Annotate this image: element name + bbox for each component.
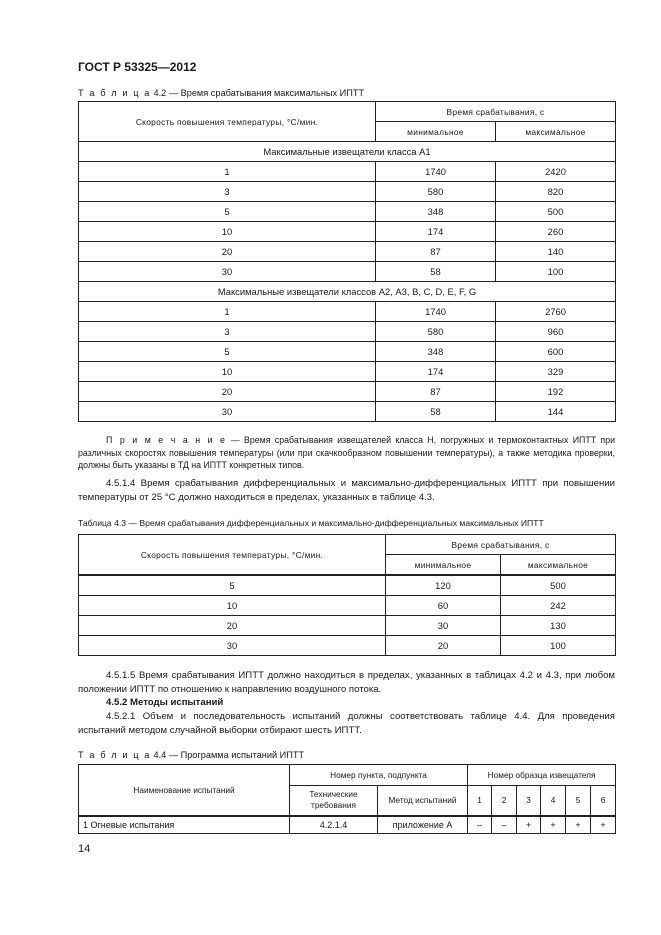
sample-number: 6: [591, 786, 616, 816]
col-method-header: Метод испытаний: [378, 786, 468, 816]
paragraph-4-5-2-1: 4.5.2.1 Объем и последовательность испытаний должны соответствовать таблице 4.4. Для проведения испытаний методом случайной выборки отбирают шесть ИПТТ.: [78, 711, 615, 736]
table-row: 3 580 960: [79, 322, 616, 342]
table-row: 1 1740 2760: [79, 302, 616, 322]
paragraph-4-5-1-4: 4.5.1.4 Время срабатывания дифференциальных и максимально-дифференциальных ИПТТ при повышении температуры от 25 °С должно находиться в пределах, указанных в таблице 4.3.: [78, 478, 615, 503]
table-row: 10 60 242: [79, 596, 616, 616]
document-header: ГОСТ Р 53325—2012: [78, 60, 197, 74]
col-speed-header: Скорость повышения температуры, °С/мин.: [79, 102, 376, 142]
table-row: 1 1740 2420: [79, 162, 616, 182]
sample-number: 1: [468, 786, 492, 816]
table-row: 5 348 500: [79, 202, 616, 222]
table-row: 30 58 100: [79, 262, 616, 282]
table-4-3: [78, 534, 616, 656]
col-tech-header: Технические требования: [290, 786, 378, 816]
table-4-4: [78, 764, 616, 834]
col-time-header: Время срабатывания, с: [376, 102, 616, 122]
section-heading-4-5-2: 4.5.2 Методы испытаний: [106, 697, 224, 708]
col-time-header: Время срабатывания, с: [386, 535, 616, 555]
table-4-4-caption: Т а б л и ц а 4.4 — Программа испытаний ИПТТ: [78, 750, 305, 760]
section-a2-g: Максимальные извещатели классов А2, А3, В, С, D, Е, F, G: [79, 282, 616, 302]
table-row: 5 120 500: [79, 575, 616, 596]
section-a1: Максимальные извещатели класса А1: [79, 142, 616, 162]
table-4-2-caption: Т а б л и ц а 4.2 — Время срабатывания максимальных ИПТТ: [78, 88, 365, 98]
table-row: 1 Огневые испытания 4.2.1.4 приложение А – – + + + +: [79, 816, 616, 834]
col-max-header: максимальное: [496, 122, 616, 142]
page-number: 14: [78, 843, 91, 855]
col-min-header: минимальное: [386, 555, 501, 576]
paragraph-4-5-1-5: 4.5.1.5 Время срабатывания ИПТТ должно находиться в пределах, указанных в таблицах 4.2 и 4.3, при любом положении ИПТТ по отношению к направлению воздушного потока.: [78, 670, 615, 695]
table-row: 5 348 600: [79, 342, 616, 362]
col-name-header: Наименование испытаний: [79, 765, 290, 816]
table-row: 30 58 144: [79, 402, 616, 422]
col-clause-header: Номер пункта, подпункта: [290, 765, 468, 786]
col-sample-header: Номер образца извещателя: [468, 765, 616, 786]
table-4-2: [78, 101, 616, 422]
table-row: 20 30 130: [79, 616, 616, 636]
table-row: 3 580 820: [79, 182, 616, 202]
col-max-header: максимальное: [501, 555, 616, 576]
sample-number: 4: [541, 786, 566, 816]
col-min-header: минимальное: [376, 122, 496, 142]
col-speed-header: Скорость повышения температуры, °С/мин.: [79, 535, 386, 576]
table-row: 10 174 329: [79, 362, 616, 382]
sample-number: 5: [566, 786, 591, 816]
table-row: 20 87 192: [79, 382, 616, 402]
table-4-3-caption: Таблица 4.3 — Время срабатывания дифференциальных и максимально-дифференциальных максимальных ИПТТ: [78, 518, 544, 528]
sample-number: 3: [517, 786, 541, 816]
note-paragraph: П р и м е ч а н и е — Время срабатывания извещателей класса Н, погружных и термоконтактных ИПТТ при различных скоростях повышения температуры (или при скачкообразном повышении температуры), а также методика проверки, должны быть указаны в ТД на ИПТТ конкретных типов.: [78, 435, 615, 470]
table-row: 30 20 100: [79, 636, 616, 656]
table-row: 10 174 260: [79, 222, 616, 242]
sample-number: 2: [492, 786, 517, 816]
table-row: 20 87 140: [79, 242, 616, 262]
